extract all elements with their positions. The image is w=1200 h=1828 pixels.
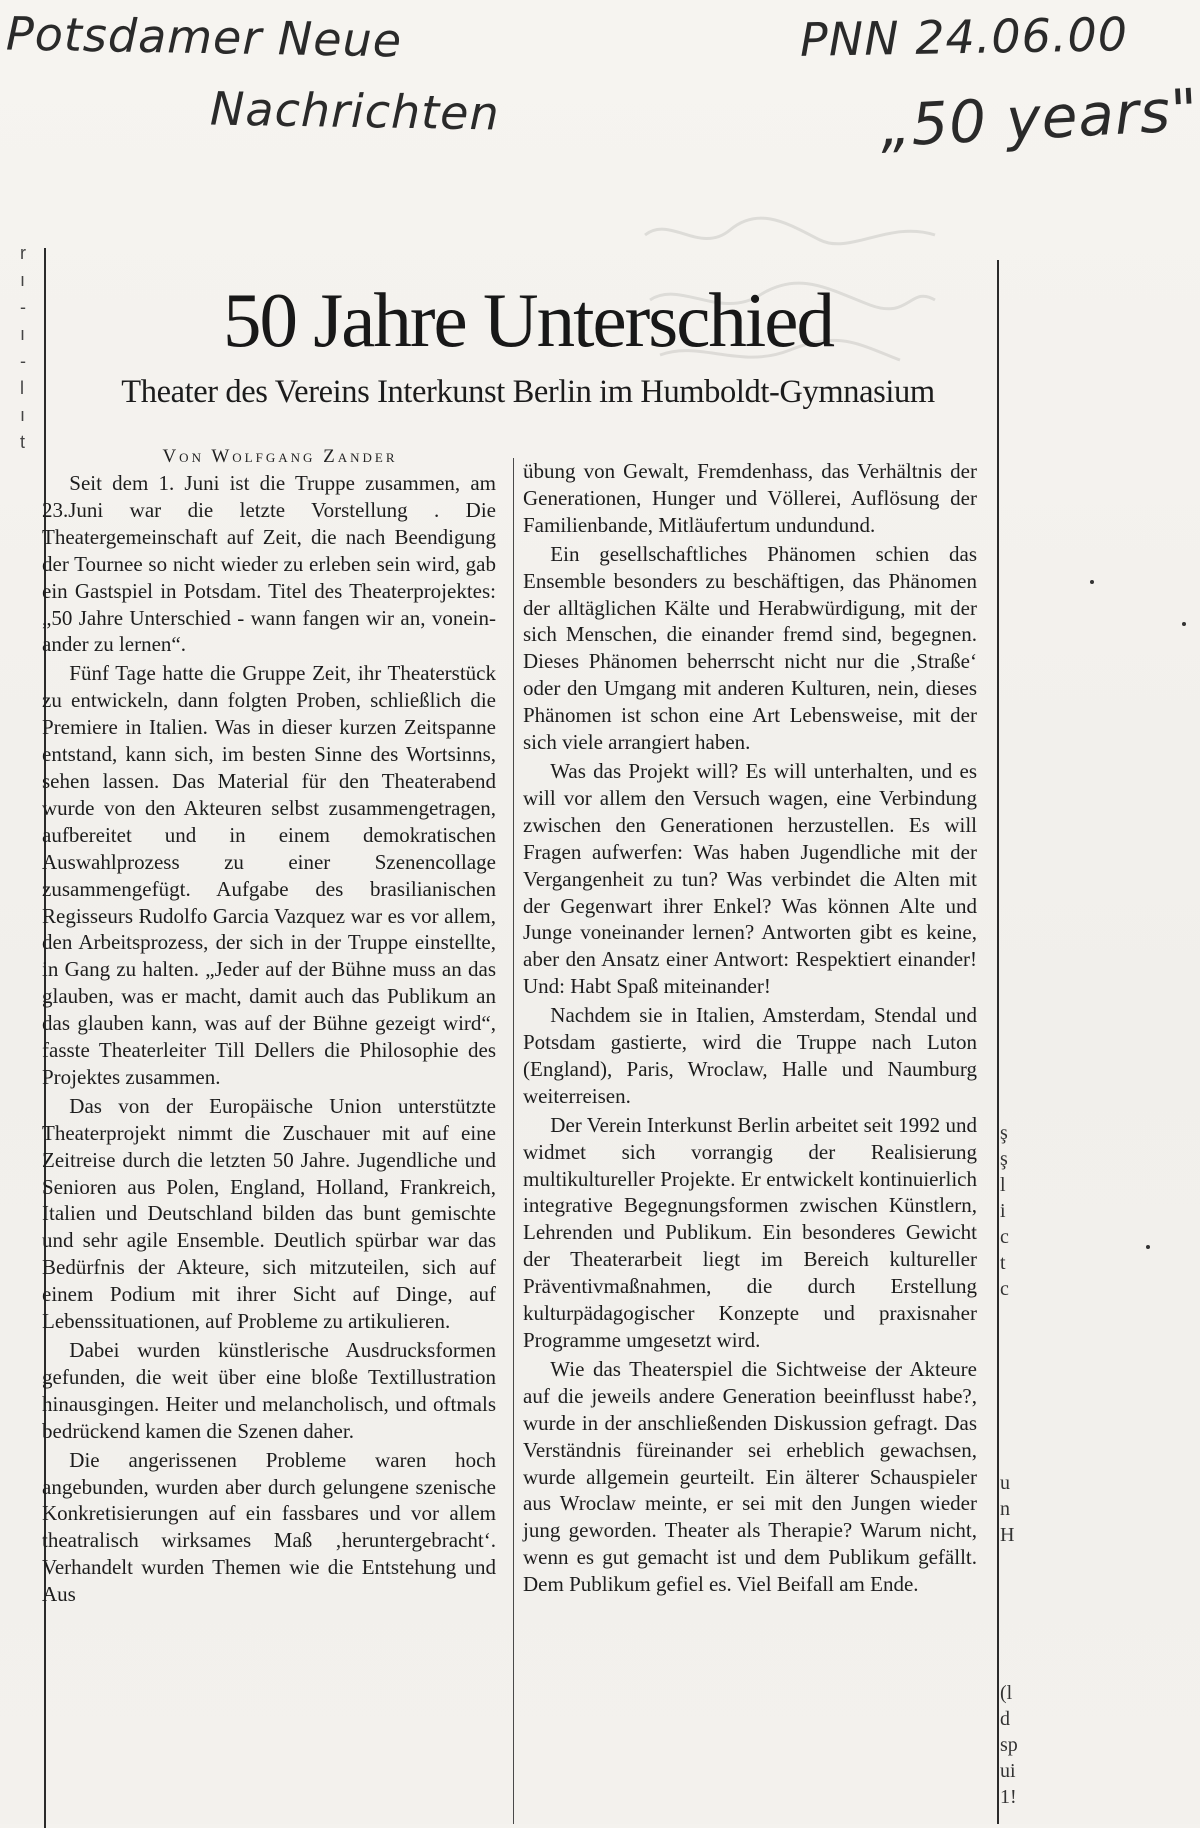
article-paragraph: Das von der Europäische Union unterstützte Theaterprojekt nimmt die Zuschauer mit auf eine Zeitreise durch die letzten 50 Jahre. Jugendliche und Senioren aus Polen, England, Holland, Frankreich, Italien und Deutschland bilden das bunt gemischte und sehr agile Ensemble. Deutlich spürbar war das Bedürfnis der Akteure, sich mitzuteilen, sich auf einem Podium mit ihrer Sicht auf Dinge, auf Lebenssituationen, auf Probleme zu artikulieren. [42,1093,496,1334]
article-paragraph: Ein gesellschaftliches Phänomen schien das Ensemble besonders zu beschäftigen, das Phänomen der alltäglichen Kälte und Herabwürdigung, mit der sich Menschen, die einander fremd sind, begegnen. Dieses Phänomen beherrscht nicht nur die ‚Straße‘ oder den Umgang mit anderen Kulturen, nein, dieses Phänomen ist schon eine Art Lebensweise, mit der sich viele arrangiert haben. [523,541,977,755]
handwritten-note: „50 years" [878,75,1200,161]
neighbour-column-fragments-3 [1000,1680,1022,1810]
article-paragraph: Die angerissenen Probleme waren hoch angebunden, wurden aber durch gelungene szenische Konkretisierungen auf ein fassbares und vor allem theatralisch wirksames Maß ‚heruntergebracht‘. Verhandelt wurden Themen wie die Entstehung und Aus [42,1447,496,1607]
margin-fragment: ş [1000,1122,1008,1144]
handwritten-source-line1: Potsdamer Neue [5,6,403,68]
article-paragraph: übung von Gewalt, Fremdenhass, das Verhältnis der Generationen, Hunger und Völlerei, Auflösung der Familienbande, Mitläufertum undundund. [523,459,977,537]
margin-fragment: ı [20,405,26,425]
margin-fragment: t [20,432,26,452]
margin-fragment: - [20,351,26,371]
article-byline: Von Wolfgang Zander [162,446,398,467]
scan-speck [1090,580,1094,584]
margin-fragment: ui [1000,1760,1016,1782]
article-paragraph: Dabei wurden künstlerische Ausdrucksformen gefunden, die weit über eine bloße Textillustration hinausgingen. Heiter und melancholisch, und oftmals bedrückend kamen die Szenen daher. [42,1338,496,1443]
margin-fragment: H [1000,1524,1015,1546]
margin-fragment: 1! [1000,1786,1017,1808]
article-paragraph: Der Verein Interkunst Berlin arbeitet seit 1992 und widmet sich vorrangig der Realisierung multikultureller Projekte. Er entwickelt kontinuierlich integrative Begegnungsformen zwischen Künstlern, Lehrenden und Publikum. Ein besonderes Gewicht der Theaterarbeit liegt im Bereich kultureller Präventivmaßnahmen, die durch Erstellung kulturpädagogischer Konzepte und praxisnaher Programme umgesetzt wird. [523,1112,977,1352]
article-paragraph: Was das Projekt will? Es will unterhalten, und es will vor allem den Versuch wagen, eine Verbindung zwischen den Generationen herzustellen. Es will Fragen aufwerfen: Was haben Jugendliche mit der Vergangenheit zu tun? Was verbindet die Alten mit der Gegenwart ihrer Enkel? Was können Alte und Junge voneinander lernen? Antworten gibt es keine, aber den Ansatz einer Antwort: Respektiert einander! Und: Habt Spaß miteinander! [523,758,977,999]
margin-fragment: u [1000,1472,1010,1494]
left-margin-fragments [20,240,34,456]
right-border-rule [997,260,999,1824]
margin-fragment: i [1000,1200,1006,1222]
margin-fragment: c [1000,1226,1009,1248]
scan-speck [1146,1245,1150,1249]
margin-fragment: l [20,378,24,398]
neighbour-column-fragments-2 [1000,1470,1022,1548]
article-paragraph: Fünf Tage hatte die Gruppe Zeit, ihr Theaterstück zu entwickeln, dann folgten Proben, schließlich die Premiere in Italien. Was in dieser kurzen Zeitspanne entstand, kann sich, im besten Sinne des Wortsinns, sehen lassen. Das Material für den Theaterabend wurde von den Akteuren selbst zusammengetragen, aufbereitet und in einem demokratischen Auswahlprozess zu einer Szenencollage zusammengefügt. Aufgabe des brasilianischen Regisseurs Rudolfo Garcia Vazquez war es vor allem, den Arbeitsprozess, der sich in der Truppe einstellte, in Gang zu halten. „Jeder auf der Bühne muss an das glauben, was er macht, damit auch das Publikum an das glauben kann, was auf der Bühne gezeigt wird“, fasste Theaterleiter Till Dellers die Philosophie des Projektes zusammen. [42,661,496,1089]
article-paragraph: Seit dem 1. Juni ist die Truppe zusammen, am 23.Juni war die letzte Vorstellung . Die Theatergemeinschaft auf Zeit, die nach Beendigung der Tournee so nicht wieder zu erleben sein wird, gab ein Gastspiel in Potsdam. Titel des Theaterprojektes: „50 Jahre Unterschied - wann fangen wir an, voneinander zu lernen“. [42,471,496,657]
article-paragraph: Nachdem sie in Italien, Amsterdam, Stendal und Potsdam gastierte, wird die Truppe nach Luton (England), Paris, Wroclaw, Halle und Naumburg weiterreisen. [523,1003,977,1108]
margin-fragment: r [20,243,26,263]
margin-fragment: c [1000,1278,1009,1300]
margin-fragment: d [1000,1708,1010,1730]
article-column-left [42,470,496,1610]
margin-fragment: ş [1000,1148,1008,1170]
margin-fragment: ı [20,324,26,344]
margin-fragment: (l [1000,1682,1013,1704]
margin-fragment: ı [20,270,26,290]
column-divider-rule [513,458,514,1824]
handwritten-date-reference: PNN 24.06.00 [799,7,1129,67]
margin-fragment: l [1000,1174,1006,1196]
margin-fragment: - [20,297,26,317]
scan-speck [1182,622,1186,626]
handwritten-source-line2: Nachrichten [209,81,501,141]
margin-fragment: sp [1000,1734,1018,1756]
margin-fragment: n [1000,1498,1010,1520]
article-paragraph: Wie das Theaterspiel die Sichtweise der Akteure auf die jeweils andere Generation beeinflusst habe?, wurde in der anschließenden Diskussion gefragt. Das Verständnis füreinander sei erheblich gewachsen, wurde allgemein geurteilt. Ein älterer Schauspieler aus Wroclaw meinte, er sei mit den Jungen wieder jung geworden. Theater als Therapie? Warum nicht, wenn es gut gemacht ist und dem Publikum gefällt. Dem Publikum gefiel es. Viel Beifall am Ende. [523,1356,977,1597]
neighbour-column-fragments-1 [1000,1120,1022,1302]
article-headline: 50 Jahre Unterschied [223,277,833,363]
margin-fragment: t [1000,1252,1006,1274]
article-subheadline: Theater des Vereins Interkunst Berlin im Humboldt-Gymnasium [121,374,935,410]
article-column-right [523,458,977,1600]
